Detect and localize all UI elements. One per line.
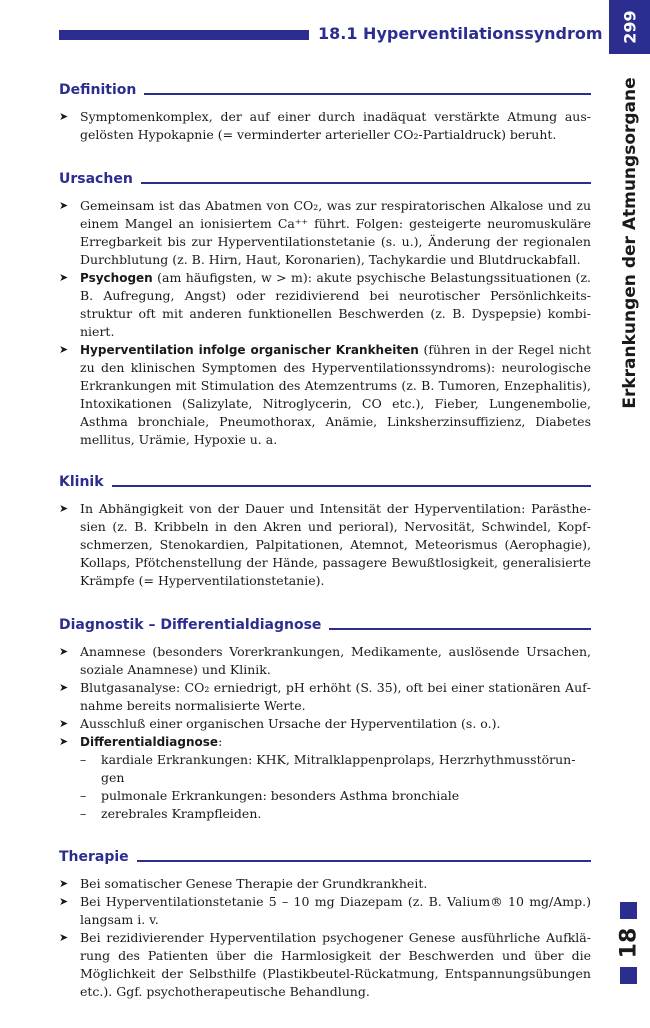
section-definition: [59, 76, 591, 144]
section-rule: [144, 93, 591, 95]
bullet-arrow-icon: ➤: [59, 502, 69, 515]
bullet-arrow-icon: ➤: [59, 681, 69, 694]
item-keyword: Psychogen: [80, 271, 153, 285]
section-title: Diagnostik – Differentialdiagnose: [59, 617, 322, 633]
chapter-side-tab: [610, 70, 650, 415]
bullet-arrow-icon: ➤: [59, 110, 69, 123]
dash-marker: –: [80, 752, 87, 767]
bullet-arrow-icon: ➤: [59, 199, 69, 212]
sub-list-item: [59, 751, 591, 787]
list-item: [59, 893, 591, 929]
section-rule: [137, 860, 591, 862]
section-title: Klinik: [59, 474, 104, 490]
section-title: Definition: [59, 82, 137, 98]
item-text: In Abhängigkeit von der Dauer und Intensität der Hyperventilation: Parästhesien (z. B. Kribbeln in den Akren und perioral), Nervosität, Schwindel, Kopfschmerzen, Stenokardien, Palpitationen, Atemnot, Meteorismus (Aerophagie), Kollaps, Pfötchenstellung der Hände, passagere Bewußtlosigkeit, generalisierte Krämpfe (= Hyperventilationstetanie).: [80, 501, 591, 588]
bullet-arrow-icon: ➤: [59, 717, 69, 730]
list-item: [59, 679, 591, 715]
section-klinik: [59, 468, 591, 590]
bullet-arrow-icon: ➤: [59, 343, 69, 356]
section-heading: [59, 165, 591, 187]
bullet-arrow-icon: ➤: [59, 645, 69, 658]
item-text: zerebrales Krampfleiden.: [101, 806, 262, 821]
bullet-arrow-icon: ➤: [59, 931, 69, 944]
item-keyword: Hyperventilation infolge organischer Krankheiten: [80, 343, 419, 357]
page-number: 299: [620, 10, 639, 44]
list-item: [59, 875, 591, 893]
section-heading: [59, 843, 591, 865]
dash-marker: –: [80, 788, 87, 803]
section-diagnostik: [59, 611, 591, 823]
list-item: [59, 715, 591, 733]
item-text: pulmonale Erkrankungen: besonders Asthma bronchiale: [101, 788, 460, 803]
section-heading: [59, 611, 591, 633]
bullet-arrow-icon: ➤: [59, 735, 69, 748]
page-number-tab: [609, 0, 650, 54]
dash-marker: –: [80, 806, 87, 821]
sub-list-item: [59, 787, 591, 805]
list-item: [59, 643, 591, 679]
item-text: Bei Hyperventilationstetanie 5 – 10 mg Diazepam (z. B. Valium® 10 mg/Amp.) langsam i. v.: [80, 894, 591, 927]
chapter-side-title: Erkrankungen der Atmungsorgane: [620, 76, 640, 409]
section-rule: [112, 485, 591, 487]
item-text: Blutgasanalyse: CO₂ erniedrigt, pH erhöht (S. 35), oft bei einer stationären Aufnahme bereits normalisierte Werte.: [80, 680, 591, 713]
item-text: :: [218, 734, 223, 749]
item-text: Anamnese (besonders Vorerkrankungen, Medikamente, auslösende Ursachen, soziale Anamnese) und Klinik.: [80, 644, 591, 677]
item-text: kardiale Erkrankungen: KHK, Mitralklappenprolaps, Herzrhythmusstörungen: [101, 752, 576, 785]
section-title: Ursachen: [59, 171, 133, 187]
section-title: Therapie: [59, 849, 129, 865]
item-text: (führen in der Regel nicht zu den klinischen Symptomen des Hyperventilationssyndroms): neurologische Erkrankungen mit Stimulation des Atemzentrums (z. B. Tumoren, Enzephalitis), Intoxikationen (Salizylate, Nitroglycerin, CO etc.), Fieber, Lungenembolie, Asthma bronchiale, Pneumothorax, Anämie, Linksherzinsuffizienz, Diabetes mellitus, Urämie, Hypoxie u. a.: [80, 342, 591, 447]
list-item: [59, 929, 591, 1001]
section-therapie: [59, 843, 591, 1001]
chapter-marker-square: [620, 967, 637, 984]
item-text: Ausschluß einer organischen Ursache der Hyperventilation (s. o.).: [80, 716, 501, 731]
list-item: [59, 341, 591, 449]
running-header-title: 18.1 Hyperventilationssyndrom: [318, 24, 603, 43]
item-keyword: Differentialdiagnose: [80, 735, 219, 749]
item-text: Symptomenkomplex, der auf einer durch inadäquat verstärkte Atmung ausgelösten Hypokapnie (= verminderter arterieller CO₂-Partialdruck) beruht.: [80, 109, 591, 142]
section-heading: [59, 468, 591, 490]
chapter-marker-square: [620, 902, 637, 919]
chapter-number: 18: [616, 927, 642, 959]
bullet-arrow-icon: ➤: [59, 895, 69, 908]
sub-list-item: [59, 805, 591, 823]
item-text: Bei somatischer Genese Therapie der Grundkrankheit.: [80, 876, 428, 891]
bullet-arrow-icon: ➤: [59, 271, 69, 284]
item-text: Bei rezidivierender Hyperventilation psychogener Genese ausführliche Aufklärung des Patienten über die Harmlosigkeit der Beschwerden und über die Möglichkeit der Selbsthilfe (Plastikbeutel-Rückatmung, Entspannungsübungen etc.). Ggf. psychotherapeutische Behandlung.: [80, 930, 591, 999]
item-text: Gemeinsam ist das Abatmen von CO₂, was zur respiratorischen Alkalose und zu einem Mangel an ionisiertem Ca⁺⁺ führt. Folgen: gesteigerte neuromuskuläre Erregbarkeit bis zur Hyperventilationstetanie (s. u.), Änderung der regionalen Durchblutung (z. B. Hirn, Haut, Koronarien), Tachykardie und Blutdruckabfall.: [80, 198, 591, 267]
header-rule: [59, 30, 309, 40]
list-item: [59, 108, 591, 144]
bullet-arrow-icon: ➤: [59, 877, 69, 890]
section-heading: [59, 76, 591, 98]
section-ursachen: [59, 165, 591, 449]
list-item: [59, 733, 591, 751]
item-text: (am häufigsten, w > m): akute psychische Belastungssituationen (z. B. Aufregung, Angst) oder rezidivierend bei neurotischer Persönlichkeitsstruktur oft mit anderen funktionellen Beschwerden (z. B. Dyspepsie) kombiniert.: [80, 270, 591, 339]
list-item: [59, 500, 591, 590]
chapter-number-box: [610, 926, 648, 960]
section-rule: [329, 628, 591, 630]
section-rule: [141, 182, 591, 184]
list-item: [59, 269, 591, 341]
list-item: [59, 197, 591, 269]
